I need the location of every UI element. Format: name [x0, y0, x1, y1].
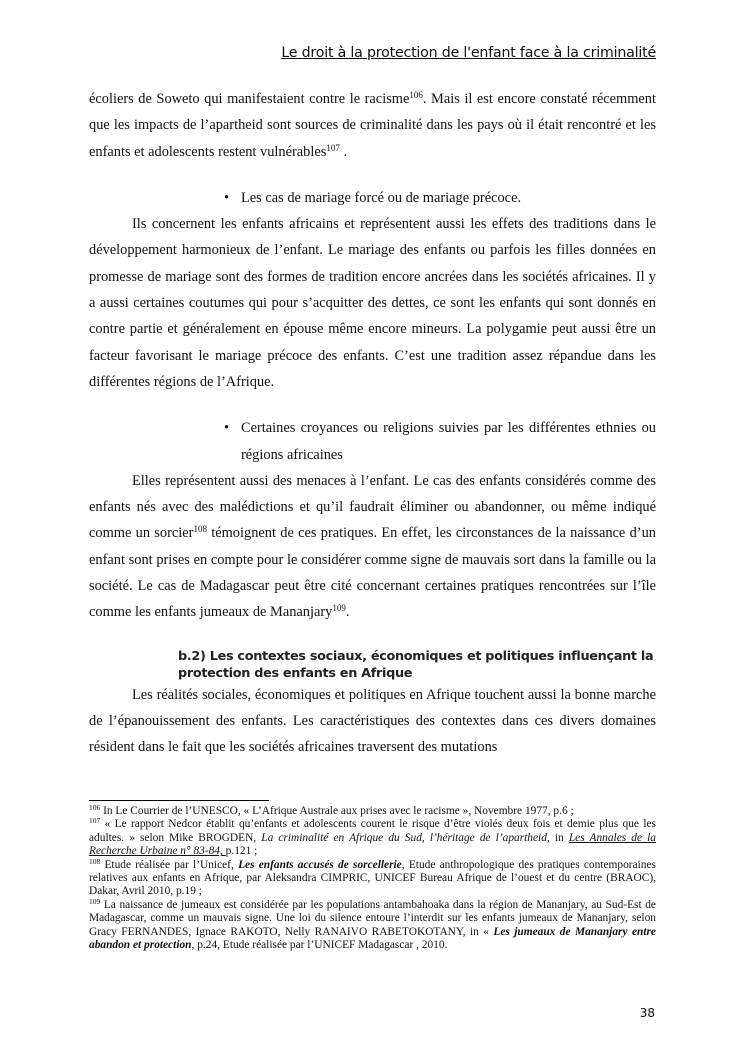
paragraph: [89, 86, 656, 165]
footnote-number: 107: [89, 816, 101, 826]
footnote-ref[interactable]: 109: [332, 603, 346, 614]
paragraph: Les réalités sociales, économiques et politiques en Afrique touchent aussi la bonne marche de l’épanouissement des enfants. Les caractéristiques des contextes dans ces divers domaines résident dans le fait que les sociétés africaines traversent des mutations: [89, 686, 656, 756]
footnote-number: 106: [89, 803, 101, 812]
paragraph: [89, 468, 656, 626]
text: . Mais il est encore constaté récemment que les impacts de l’apartheid sont sources de criminalité dans les pays où il était rencontré et les enfants et adolescents restent vulnérables: [89, 91, 656, 160]
page-number: 38: [639, 1006, 655, 1020]
footnote-title: Les enfants accusés de sorcellerie: [238, 858, 402, 871]
footnote-text: , p.24, Etude réalisée par l’UNICEF Madagascar , 2010.: [191, 939, 448, 952]
bullet-item: [224, 415, 656, 468]
footnote-number: 109: [89, 896, 101, 906]
footnote-107: [89, 818, 656, 858]
footnote-ref[interactable]: 108: [193, 524, 207, 535]
document-body: [89, 86, 656, 761]
text: écoliers de Soweto qui manifestaient contre le racisme: [89, 91, 410, 107]
bullet-icon: •: [224, 420, 230, 437]
footnote-text: « Le rapport Nedcor établit qu’enfants et adolescents courent le risque d’être violés deux fois et demie plus que les adultes. » selon Mike BROGDEN,: [89, 818, 656, 844]
bullet-icon: •: [224, 189, 230, 206]
section-heading: b.2) Les contextes sociaux, économiques et politiques influençant la protection des enfants en Afrique: [178, 648, 654, 681]
text: Elles représentent aussi des menaces à l’enfant. Le cas des enfants considérés comme des enfants nés avec des malédictions et qu’il faudrait éliminer ou abandonner, ou même indiqué comme un sorcier: [89, 472, 656, 542]
footnote-title: La criminalité en Afrique du Sud, l’héritage de l’apartheid: [261, 831, 547, 844]
footnote-text: La naissance de jumeaux est considérée par les populations antambahoaka dans la région de Mananjary, au Sud-Est de Madagascar, comme un mauvais signe. Une loi du silence entoure l’interdit sur les enfants jumeaux de Mananjary, selon Gracy FERNANDES, Ignace RAKOTO, Nelly RANAIVO RABETOKOTANY, in «: [89, 898, 656, 938]
bullet-text: Certaines croyances ou religions suivies par les différentes ethnies ou régions africaines: [241, 420, 656, 463]
bullet-text: Les cas de mariage forcé ou de mariage précoce.: [241, 189, 522, 206]
footnote-106: [89, 805, 656, 818]
footnote-text: p.121 ;: [225, 845, 258, 858]
bullet-item: [224, 185, 656, 211]
footnote-text: , in: [546, 831, 569, 844]
footnote-separator: [89, 800, 269, 801]
footnote-ref[interactable]: 106: [409, 90, 423, 100]
footnote-109: [89, 896, 656, 953]
footnote-ref[interactable]: 107: [326, 142, 340, 153]
footnote-number: 108: [89, 856, 101, 866]
footnote-journal: Les Annales de la Recherche Urbaine n° 83-84,: [89, 831, 656, 858]
footnote-text: Etude réalisée par l’Unicef,: [100, 858, 239, 871]
text: .: [345, 604, 350, 621]
paragraph: Ils concernent les enfants africains et représentent aussi les effets des traditions dans le développement harmonieux de l’enfant. Le mariage des enfants ou parfois les filles données en promesse de mariage sont des formes de tradition encore ancrées dans les sociétés africaines. Il y a aussi certaines coutumes qui pour s’acquitter des dettes, ce sont les enfants qui sont donnés en contre partie et généralement en épouse même encore mineurs. La polygamie peut aussi être un facteur favorisant le mariage précoce des enfants. C’est une tradition assez répandue dans les différentes régions de l’Afrique.: [89, 216, 656, 390]
footnote-title: Les jumeaux de Mananjary entre abandon et protection: [89, 925, 656, 952]
footnotes: [89, 805, 656, 952]
text: .: [339, 143, 348, 160]
text: témoignent de ces pratiques. En effet, les circonstances de la naissance d’un enfant sont prises en compte pour le considérer comme signe de mauvais sort dans la famille ou la société. Le cas de Madagascar peut être cité concernant certaines pratiques rencontrées sur l’île comme les enfants jumeaux de Mananjary: [89, 525, 656, 621]
running-header: Le droit à la protection de l'enfant face à la criminalité: [281, 45, 656, 61]
footnote-text: In Le Courrier de l’UNESCO, « L’Afrique Australe aux prises avec le racisme », Novembre 1977, p.6 ;: [100, 805, 574, 817]
footnote-108: [89, 856, 656, 899]
footnote-text: , Etude anthropologique des pratiques contemporaines relatives aux enfants en Afrique, par Aleksandra CIMPRIC, UNICEF Bureau Afrique de l’ouest et du centre (BRAOC), Dakar, Avril 2010, p.19 ;: [89, 858, 656, 898]
